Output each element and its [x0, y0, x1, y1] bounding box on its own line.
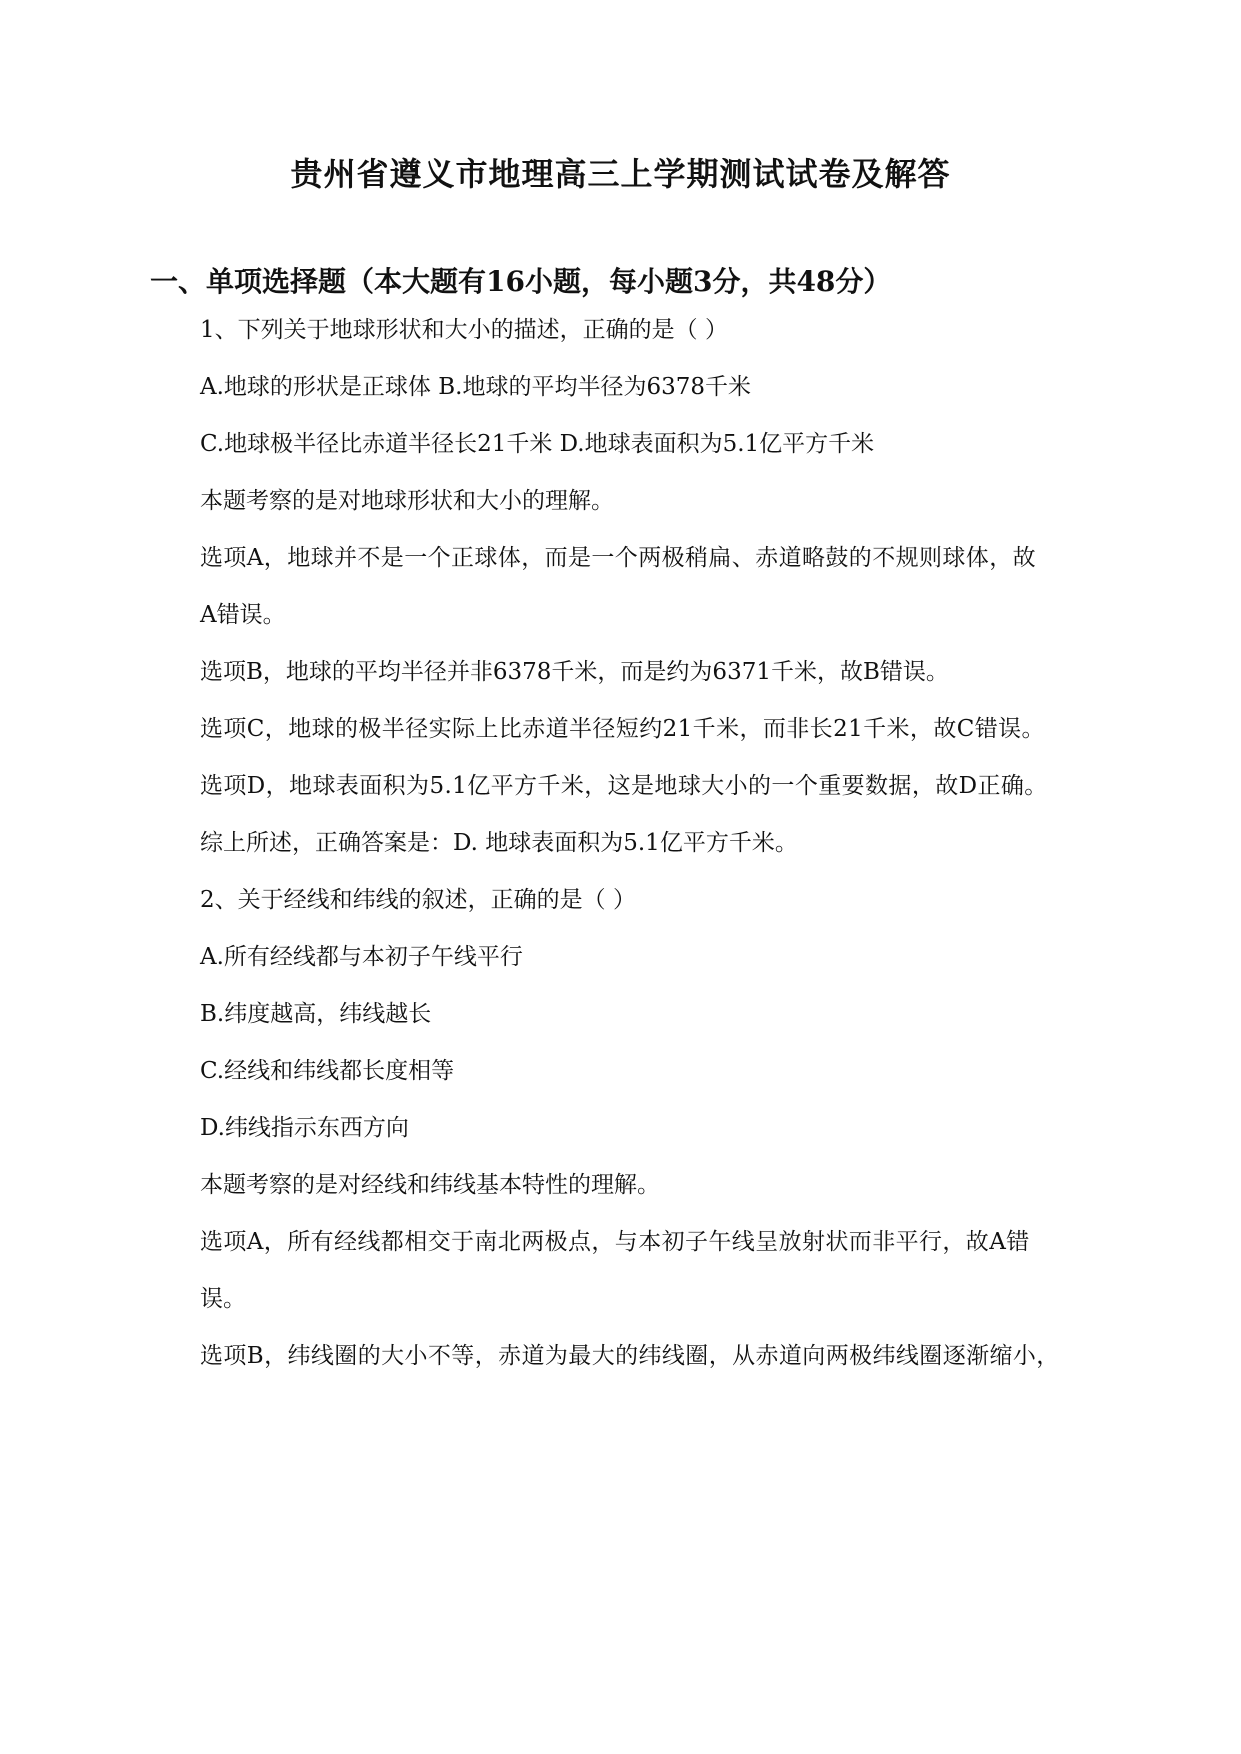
question-2-option-a: A.所有经线都与本初子午线平行 [200, 944, 523, 970]
question-1-explanation-a-cont: A错误。 [200, 602, 286, 628]
question-1-explanation-intro: 本题考察的是对地球形状和大小的理解。 [200, 488, 614, 514]
question-1-answer-summary: 综上所述，正确答案是：D. 地球表面积为5.1亿平方千米。 [200, 830, 798, 856]
question-1-options-ab: A.地球的形状是正球体 B.地球的平均半径为6378千米 [200, 374, 751, 400]
question-2-explanation-a-cont: 误。 [200, 1286, 246, 1312]
question-1-stem: 1、下列关于地球形状和大小的描述，正确的是（ ） [200, 317, 728, 343]
question-2-stem: 2、关于经线和纬线的叙述，正确的是（ ） [200, 887, 636, 913]
question-1-explanation-c: 选项C，地球的极半径实际上比赤道半径短约21千米，而非长21千米，故C错误。 [200, 716, 1045, 742]
question-1-options-cd: C.地球极半径比赤道半径长21千米 D.地球表面积为5.1亿平方千米 [200, 431, 875, 457]
question-2-explanation-b: 选项B，纬线圈的大小不等，赤道为最大的纬线圈，从赤道向两极纬线圈逐渐缩小， [200, 1343, 1060, 1369]
question-2-option-d: D.纬线指示东西方向 [200, 1115, 409, 1141]
question-1-explanation-b: 选项B，地球的平均半径并非6378千米，而是约为6371千米，故B错误。 [200, 659, 949, 685]
question-2-option-c: C.经线和纬线都长度相等 [200, 1058, 455, 1084]
section-title: 一、单项选择题（本大题有16小题，每小题3分，共48分） [150, 265, 892, 298]
document-title: 贵州省遵义市地理高三上学期测试试卷及解答 [290, 155, 951, 193]
question-2-explanation-a: 选项A，所有经线都相交于南北两极点，与本初子午线呈放射状而非平行，故A错 [200, 1229, 1030, 1255]
question-1-explanation-a: 选项A，地球并不是一个正球体，而是一个两极稍扁、赤道略鼓的不规则球体，故 [200, 545, 1037, 571]
question-2-option-b: B.纬度越高，纬线越长 [200, 1001, 432, 1027]
question-1-explanation-d: 选项D，地球表面积为5.1亿平方千米，这是地球大小的一个重要数据，故D正确。 [200, 773, 1048, 799]
question-2-explanation-intro: 本题考察的是对经线和纬线基本特性的理解。 [200, 1172, 660, 1198]
